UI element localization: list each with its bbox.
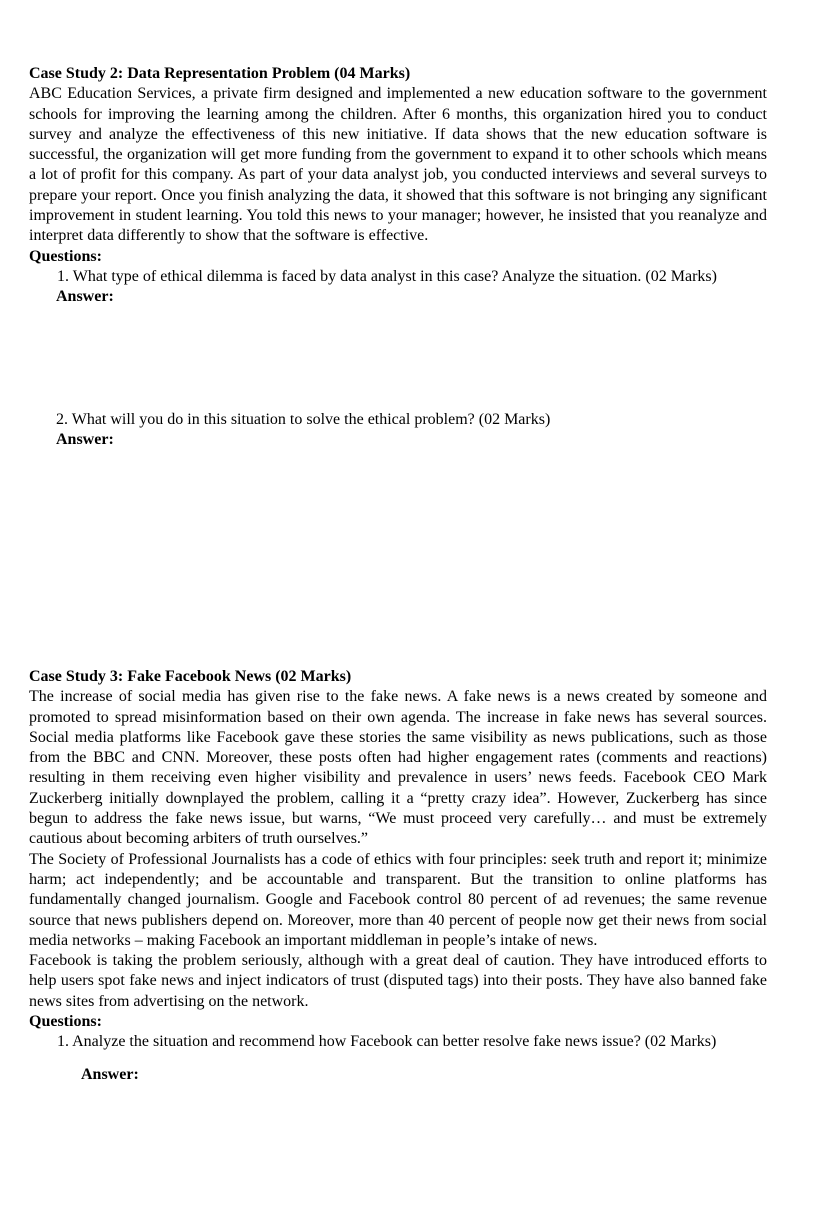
case3-paragraph-1: The increase of social media has given rise to the fake news. A fake news is a news created by someone and promoted to spread misinformation based on their own agenda. The increase in fake news has several sources. Social media platforms like Facebook gave these stories the same visibility as news publications, such as those from the BBC and CNN. Moreover, these posts often had higher engagement rates (comments and reactions) resulting in them receiving even higher visibility and prevalence in users’ news feeds. Facebook CEO Mark Zuckerberg initially downplayed the problem, calling it a “pretty crazy idea”. However, Zuckerberg has since begun to address the fake news issue, but warns, “We must proceed very carefully… and must be extremely cautious about becoming arbiters of truth ourselves.” [29,688,767,848]
case2-answer-1-label: Answer: [56,288,114,306]
case2-title: Case Study 2: Data Representation Problem (04 Marks) [29,65,411,82]
case-study-2 [29,64,767,308]
case2-answer-2-label: Answer: [56,431,114,449]
case2-question-2-block [29,410,767,451]
case2-questions-label: Questions: [29,247,102,265]
case-study-3 [29,667,767,1085]
case3-paragraph-3: Facebook is taking the problem seriously, although with a great deal of caution. They have introduced efforts to help users spot fake news and inject indicators of trust (disputed tags) into their posts. They have also banned fake news sites from advertising on the network. [29,952,767,1010]
case3-answer-1-label: Answer: [81,1065,139,1083]
case2-question-1: 1. What type of ethical dilemma is faced by data analyst in this case? Analyze the situation. (02 Marks) [57,267,717,285]
case2-body: ABC Education Services, a private firm designed and implemented a new education software to the government schools for improving the learning among the children. After 6 months, this organization hired you to conduct survey and analyze the effectiveness of this new initiative. If data shows that the new education software is successful, the organization will get more funding from the government to expand it to other schools which means a lot of profit for this company. As part of your data analyst job, you conducted interviews and several surveys to prepare your report. Once you finish analyzing the data, it showed that this software is not bringing any significant improvement in student learning. You told this news to your manager; however, he insisted that you reanalyze and interpret data differently to show that the software is effective. [29,85,767,245]
case3-questions-label: Questions: [29,1013,102,1031]
case3-title: Case Study 3: Fake Facebook News (02 Marks) [29,668,352,685]
case2-question-2: 2. What will you do in this situation to solve the ethical problem? (02 Marks) [56,411,551,428]
case3-question-1: 1. Analyze the situation and recommend how Facebook can better resolve fake news issue? (02 Marks) [57,1033,717,1051]
case3-paragraph-2: The Society of Professional Journalists has a code of ethics with four principles: seek truth and report it; minimize harm; act independently; and be accountable and transparent. But the transition to online platforms has fundamentally changed journalism. Google and Facebook control 80 percent of ad revenues; the same revenue source that news publishers depend on. Moreover, more than 40 percent of people now get their news from social media networks – making Facebook an important middleman in people’s intake of news. [29,850,767,949]
